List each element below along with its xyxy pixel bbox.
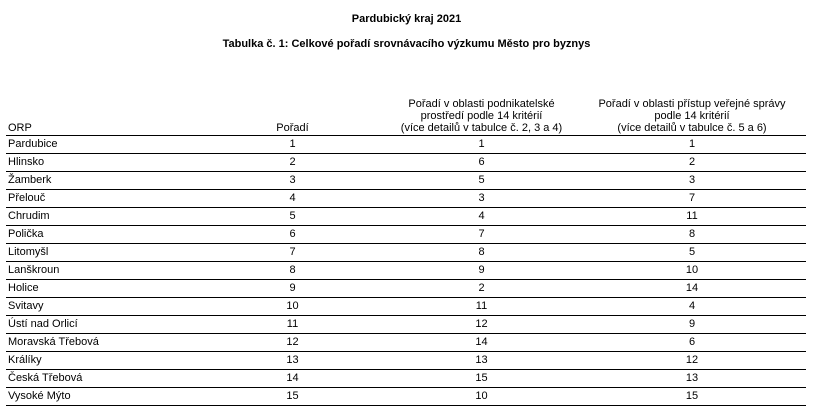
- cell-orp: Králíky: [6, 352, 200, 370]
- cell-orp: Svitavy: [6, 298, 200, 316]
- cell-sprava: 5: [578, 244, 806, 262]
- cell-podnikatelske: 7: [385, 226, 578, 244]
- header-line: Pořadí v oblasti přístup veřejné správy: [598, 98, 786, 110]
- table-caption: Tabulka č. 1: Celkové pořadí srovnávacího výzkumu Město pro byznys: [222, 38, 591, 50]
- cell-podnikatelske: 8: [385, 244, 578, 262]
- table-row: [6, 334, 806, 352]
- cell-poradi: 7: [200, 244, 385, 262]
- header-line: (více detailů v tabulce č. 5 a 6): [617, 122, 767, 134]
- cell-orp: Česká Třebová: [6, 370, 200, 388]
- document-title: Pardubický kraj 2021: [351, 13, 462, 25]
- cell-sprava: 15: [578, 388, 806, 406]
- cell-podnikatelske: 15: [385, 370, 578, 388]
- cell-orp: Žamberk: [6, 172, 200, 190]
- cell-sprava: 7: [578, 190, 806, 208]
- cell-poradi: 4: [200, 190, 385, 208]
- cell-orp: Přelouč: [6, 190, 200, 208]
- cell-orp: Vysoké Mýto: [6, 388, 200, 406]
- cell-poradi: 1: [200, 136, 385, 154]
- cell-sprava: 3: [578, 172, 806, 190]
- cell-poradi: 9: [200, 280, 385, 298]
- cell-podnikatelske: 4: [385, 208, 578, 226]
- cell-poradi: 3: [200, 172, 385, 190]
- column-header-podnikatelske: [385, 88, 578, 136]
- cell-orp: Holice: [6, 280, 200, 298]
- cell-podnikatelske: 13: [385, 352, 578, 370]
- cell-podnikatelske: 3: [385, 190, 578, 208]
- cell-poradi: 14: [200, 370, 385, 388]
- cell-orp: Litomyšl: [6, 244, 200, 262]
- header-line: prostředí podle 14 kritérií: [420, 110, 543, 122]
- cell-podnikatelske: 5: [385, 172, 578, 190]
- cell-podnikatelske: 14: [385, 334, 578, 352]
- cell-orp: Ústí nad Orlicí: [6, 316, 200, 334]
- header-line: (více detailů v tabulce č. 2, 3 a 4): [400, 122, 563, 134]
- table-row: [6, 136, 806, 154]
- cell-orp: Hlinsko: [6, 154, 200, 172]
- table-row: [6, 172, 806, 190]
- cell-orp: Pardubice: [6, 136, 200, 154]
- table-row: [6, 226, 806, 244]
- cell-orp: Lanškroun: [6, 262, 200, 280]
- cell-sprava: 1: [578, 136, 806, 154]
- table-row: [6, 370, 806, 388]
- table-row: [6, 280, 806, 298]
- cell-sprava: 9: [578, 316, 806, 334]
- table-row: [6, 208, 806, 226]
- cell-poradi: 15: [200, 388, 385, 406]
- cell-poradi: 8: [200, 262, 385, 280]
- cell-sprava: 2: [578, 154, 806, 172]
- cell-poradi: 5: [200, 208, 385, 226]
- cell-podnikatelske: 6: [385, 154, 578, 172]
- cell-podnikatelske: 11: [385, 298, 578, 316]
- cell-sprava: 14: [578, 280, 806, 298]
- header-line: podle 14 kritérií: [654, 110, 730, 122]
- table-row: [6, 154, 806, 172]
- table-body: [6, 136, 806, 406]
- ranking-table: [6, 88, 806, 406]
- cell-podnikatelske: 10: [385, 388, 578, 406]
- cell-poradi: 2: [200, 154, 385, 172]
- table-row: [6, 388, 806, 406]
- cell-poradi: 10: [200, 298, 385, 316]
- cell-sprava: 10: [578, 262, 806, 280]
- header-line: Pořadí v oblasti podnikatelské: [408, 98, 555, 110]
- column-header-sprava: [578, 88, 806, 136]
- cell-sprava: 11: [578, 208, 806, 226]
- cell-orp: Chrudim: [6, 208, 200, 226]
- table-row: [6, 316, 806, 334]
- cell-orp: Moravská Třebová: [6, 334, 200, 352]
- cell-sprava: 8: [578, 226, 806, 244]
- cell-podnikatelske: 1: [385, 136, 578, 154]
- cell-poradi: 12: [200, 334, 385, 352]
- cell-sprava: 13: [578, 370, 806, 388]
- table-row: [6, 298, 806, 316]
- cell-orp: Polička: [6, 226, 200, 244]
- table-row: [6, 262, 806, 280]
- cell-sprava: 6: [578, 334, 806, 352]
- cell-sprava: 12: [578, 352, 806, 370]
- column-header-orp: ORP: [6, 88, 200, 136]
- table-row: [6, 190, 806, 208]
- cell-podnikatelske: 2: [385, 280, 578, 298]
- column-header-poradi: Pořadí: [200, 88, 385, 136]
- cell-podnikatelske: 12: [385, 316, 578, 334]
- cell-podnikatelske: 9: [385, 262, 578, 280]
- table-header-row: [6, 88, 806, 136]
- table-row: [6, 352, 806, 370]
- cell-poradi: 6: [200, 226, 385, 244]
- table-row: [6, 244, 806, 262]
- cell-sprava: 4: [578, 298, 806, 316]
- cell-poradi: 11: [200, 316, 385, 334]
- cell-poradi: 13: [200, 352, 385, 370]
